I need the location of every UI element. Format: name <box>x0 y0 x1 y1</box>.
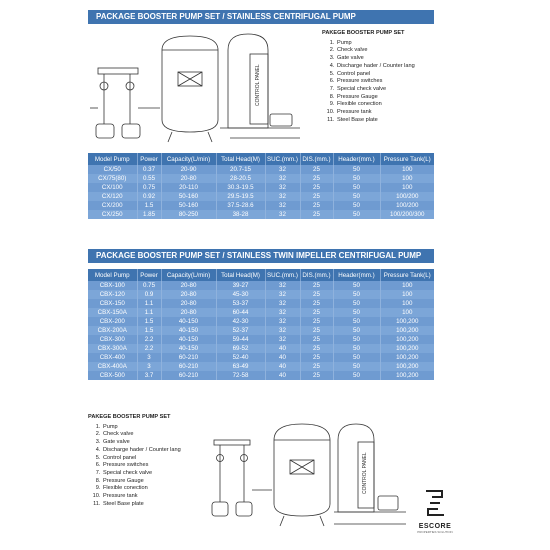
table-cell: 32 <box>265 299 300 308</box>
table-row <box>88 371 434 380</box>
column-header: DIS.(mm.) <box>300 269 333 281</box>
table-cell: 50 <box>333 174 380 183</box>
table-cell: 50 <box>333 362 380 371</box>
legend-item: 3. Gate valve <box>102 439 248 447</box>
legend-item: 3. Gate valve <box>336 55 452 63</box>
table-cell: 100/200/300 <box>380 210 434 219</box>
legend-item: 4. Discharge hader / Counter lang <box>336 63 452 71</box>
table-cell: 32 <box>265 183 300 192</box>
table-cell: 72-58 <box>216 371 265 380</box>
table-cell: 20-110 <box>161 183 216 192</box>
table-cell: 0.37 <box>137 165 161 174</box>
table-cell: CBX-200 <box>88 317 137 326</box>
table-cell: 2.2 <box>137 335 161 344</box>
table-cell: 100,200 <box>380 317 434 326</box>
table-cell: 100/200 <box>380 192 434 201</box>
table-cell: 25 <box>300 281 333 290</box>
legend-item: 11. Steel Base plate <box>336 117 452 125</box>
legend-item: 9. Flexible conection <box>336 101 452 109</box>
table-cell: 100,200 <box>380 371 434 380</box>
table-row <box>88 165 434 174</box>
table-cell: 1.85 <box>137 210 161 219</box>
column-header: SUC.(mm.) <box>265 153 300 165</box>
table-cell: 59-44 <box>216 335 265 344</box>
table-cell: 1.5 <box>137 317 161 326</box>
table-header-row <box>88 153 434 165</box>
table-cell: 50 <box>333 281 380 290</box>
table-cell: 25 <box>300 183 333 192</box>
table-cell: 20-80 <box>161 174 216 183</box>
table-cell: 100,200 <box>380 335 434 344</box>
legend-item: 7. Special check valve <box>102 470 248 478</box>
table-cell: 32 <box>265 290 300 299</box>
table-cell: 50 <box>333 201 380 210</box>
logo-word: ESCORE <box>418 523 452 530</box>
table-cell: 50 <box>333 210 380 219</box>
table-cell: 50-160 <box>161 192 216 201</box>
column-header: Pressure Tank(L) <box>380 153 434 165</box>
table-cell: 28-20.5 <box>216 174 265 183</box>
table-cell: 100 <box>380 299 434 308</box>
table-cell: 50 <box>333 344 380 353</box>
table-cell: 32 <box>265 165 300 174</box>
table-row <box>88 281 434 290</box>
table-cell: 45-30 <box>216 290 265 299</box>
table-row <box>88 192 434 201</box>
table-cell: 40 <box>265 344 300 353</box>
table-cell: 32 <box>265 174 300 183</box>
column-header: Header(mm.) <box>333 269 380 281</box>
table-row <box>88 174 434 183</box>
legend-item: 6. Pressure switches <box>102 462 248 470</box>
table-cell: 100 <box>380 174 434 183</box>
table-cell: 37.5-28.6 <box>216 201 265 210</box>
legend-item: 7. Special check valve <box>336 86 452 94</box>
table-cell: 0.92 <box>137 192 161 201</box>
table-row <box>88 335 434 344</box>
table-header-row <box>88 269 434 281</box>
table-cell: 40 <box>265 362 300 371</box>
table-cell: 1.5 <box>137 201 161 210</box>
spec-table-cx <box>88 153 434 219</box>
table-cell: 20-80 <box>161 290 216 299</box>
column-header: Power <box>137 153 161 165</box>
column-header: SUC.(mm.) <box>265 269 300 281</box>
column-header: Pressure Tank(L) <box>380 269 434 281</box>
table-cell: 0.55 <box>137 174 161 183</box>
legend-list <box>322 40 452 125</box>
table-cell: CBX-400 <box>88 353 137 362</box>
table-cell: 25 <box>300 326 333 335</box>
booster-pump-diagram-2 <box>210 420 410 532</box>
escore-logo-icon <box>422 488 448 518</box>
table-cell: 20-80 <box>161 308 216 317</box>
table-cell: 25 <box>300 290 333 299</box>
table-cell: 40-150 <box>161 344 216 353</box>
table-cell: 50 <box>333 290 380 299</box>
table-cell: 100 <box>380 308 434 317</box>
table-cell: 100,200 <box>380 362 434 371</box>
table-cell: 52-40 <box>216 353 265 362</box>
table-row <box>88 290 434 299</box>
table-cell: 40-150 <box>161 317 216 326</box>
table-row <box>88 183 434 192</box>
table-cell: CX/50 <box>88 165 137 174</box>
table-cell: 100 <box>380 290 434 299</box>
legend-item: 5. Control panel <box>336 71 452 79</box>
legend-title: PAKEGE BOOSTER PUMP SET <box>322 30 405 36</box>
table-cell: 60-210 <box>161 362 216 371</box>
table-cell: CBX-400A <box>88 362 137 371</box>
table-cell: 25 <box>300 335 333 344</box>
table-cell: 100 <box>380 165 434 174</box>
legend-item: 10. Pressure tank <box>102 493 248 501</box>
parts-legend-1 <box>322 30 452 124</box>
table-cell: 50-160 <box>161 201 216 210</box>
legend-item: 8. Pressure Gauge <box>336 94 452 102</box>
table-cell: 32 <box>265 210 300 219</box>
table-cell: 25 <box>300 174 333 183</box>
table-cell: CX/120 <box>88 192 137 201</box>
table-cell: 25 <box>300 371 333 380</box>
table-row <box>88 308 434 317</box>
table-cell: 32 <box>265 281 300 290</box>
legend-item: 4. Discharge hader / Counter lang <box>102 447 248 455</box>
table-cell: 32 <box>265 317 300 326</box>
table-cell: CBX-150 <box>88 299 137 308</box>
table-cell: 25 <box>300 201 333 210</box>
table-cell: 25 <box>300 308 333 317</box>
table-cell: 38-28 <box>216 210 265 219</box>
table-cell: 25 <box>300 362 333 371</box>
table-cell: 50 <box>333 308 380 317</box>
table-cell: 30.3-19.5 <box>216 183 265 192</box>
column-header: Total Head(M) <box>216 153 265 165</box>
table-cell: 52-37 <box>216 326 265 335</box>
table-cell: 3 <box>137 353 161 362</box>
legend-item: 9. Flexible conection <box>102 485 248 493</box>
table-cell: 32 <box>265 192 300 201</box>
table-cell: 25 <box>300 210 333 219</box>
table-cell: 39-27 <box>216 281 265 290</box>
table-cell: 50 <box>333 299 380 308</box>
table-cell: 40-150 <box>161 335 216 344</box>
legend-item: 2. Check valve <box>336 47 452 55</box>
column-header: Model Pump <box>88 153 137 165</box>
table-row <box>88 210 434 219</box>
table-cell: 100/200 <box>380 201 434 210</box>
logo-tagline: PROPERTIES SOLUTION <box>417 530 453 534</box>
table-cell: CBX-120 <box>88 290 137 299</box>
table-cell: 50 <box>333 165 380 174</box>
table-cell: 0.75 <box>137 281 161 290</box>
table-cell: 100 <box>380 183 434 192</box>
table-cell: 1.1 <box>137 308 161 317</box>
table-cell: 20-80 <box>161 281 216 290</box>
escore-logo <box>413 488 457 534</box>
table-cell: 3.7 <box>137 371 161 380</box>
table-cell: 60-44 <box>216 308 265 317</box>
column-header: Total Head(M) <box>216 269 265 281</box>
table-cell: 29.5-19.5 <box>216 192 265 201</box>
table-row <box>88 353 434 362</box>
section2-title: PACKAGE BOOSTER PUMP SET / STAINLESS TWIN IMPELLER CENTRIFUGAL PUMP <box>88 249 434 263</box>
section1-title: PACKAGE BOOSTER PUMP SET / STAINLESS CENTRIFUGAL PUMP <box>88 10 434 24</box>
legend-item: 8. Pressure Gauge <box>102 478 248 486</box>
table-row <box>88 201 434 210</box>
table-cell: 20.7-15 <box>216 165 265 174</box>
table-row <box>88 299 434 308</box>
table-cell: 100,200 <box>380 353 434 362</box>
table-cell: 20-80 <box>161 299 216 308</box>
table-row <box>88 362 434 371</box>
table-cell: 0.75 <box>137 183 161 192</box>
table-cell: 3 <box>137 362 161 371</box>
table-cell: 69-52 <box>216 344 265 353</box>
table-cell: 60-210 <box>161 353 216 362</box>
table-cell: 100,200 <box>380 344 434 353</box>
column-header: Capacity(L/min) <box>161 269 216 281</box>
table-cell: CBX-100 <box>88 281 137 290</box>
spec-table-cbx <box>88 269 434 380</box>
table-cell: 50 <box>333 192 380 201</box>
table-cell: 25 <box>300 353 333 362</box>
table-cell: 80-250 <box>161 210 216 219</box>
table-cell: 100,200 <box>380 326 434 335</box>
column-header: Header(mm.) <box>333 153 380 165</box>
table-cell: 2.2 <box>137 344 161 353</box>
table-cell: 40 <box>265 371 300 380</box>
table-cell: 40 <box>265 353 300 362</box>
table-cell: CBX-200A <box>88 326 137 335</box>
table-cell: CBX-500 <box>88 371 137 380</box>
legend-item: 11. Steel Base plate <box>102 501 248 509</box>
table-cell: 50 <box>333 326 380 335</box>
table-cell: 60-210 <box>161 371 216 380</box>
table-cell: CBX-300A <box>88 344 137 353</box>
control-panel-label-2: CONTROL PANEL <box>362 452 368 494</box>
table-cell: 50 <box>333 353 380 362</box>
legend-item: 6. Pressure switches <box>336 78 452 86</box>
legend-title: PAKEGE BOOSTER PUMP SET <box>88 414 171 420</box>
legend-item: 1. Pump <box>102 424 248 432</box>
table-cell: 42-30 <box>216 317 265 326</box>
table-cell: 50 <box>333 371 380 380</box>
table-cell: CX/100 <box>88 183 137 192</box>
table-row <box>88 317 434 326</box>
table-cell: 32 <box>265 335 300 344</box>
table-cell: 25 <box>300 192 333 201</box>
table-cell: 50 <box>333 335 380 344</box>
table-cell: CBX-150A <box>88 308 137 317</box>
table-row <box>88 326 434 335</box>
table-cell: CX/75(80) <box>88 174 137 183</box>
table-cell: 20-90 <box>161 165 216 174</box>
table-cell: 1.5 <box>137 326 161 335</box>
table-cell: 50 <box>333 183 380 192</box>
table-row <box>88 344 434 353</box>
booster-pump-diagram-1 <box>90 28 312 150</box>
table-cell: 25 <box>300 344 333 353</box>
table-cell: 1.1 <box>137 299 161 308</box>
table-cell: CBX-300 <box>88 335 137 344</box>
column-header: Model Pump <box>88 269 137 281</box>
table-cell: 0.9 <box>137 290 161 299</box>
table-cell: 53-37 <box>216 299 265 308</box>
table-cell: CX/200 <box>88 201 137 210</box>
column-header: Capacity(L/min) <box>161 153 216 165</box>
table-cell: 100 <box>380 281 434 290</box>
legend-item: 1. Pump <box>336 40 452 48</box>
table-cell: 25 <box>300 317 333 326</box>
table-cell: 50 <box>333 317 380 326</box>
table-cell: 25 <box>300 165 333 174</box>
table-cell: 32 <box>265 326 300 335</box>
column-header: DIS.(mm.) <box>300 153 333 165</box>
table-cell: 32 <box>265 201 300 210</box>
table-cell: 32 <box>265 308 300 317</box>
table-cell: CX/250 <box>88 210 137 219</box>
control-panel-label-1: CONTROL PANEL <box>255 64 261 106</box>
table-cell: 63-49 <box>216 362 265 371</box>
table-cell: 25 <box>300 299 333 308</box>
column-header: Power <box>137 269 161 281</box>
legend-item: 10. Pressure tank <box>336 109 452 117</box>
legend-item: 2. Check valve <box>102 431 248 439</box>
legend-item: 5. Control panel <box>102 455 248 463</box>
table-cell: 40-150 <box>161 326 216 335</box>
